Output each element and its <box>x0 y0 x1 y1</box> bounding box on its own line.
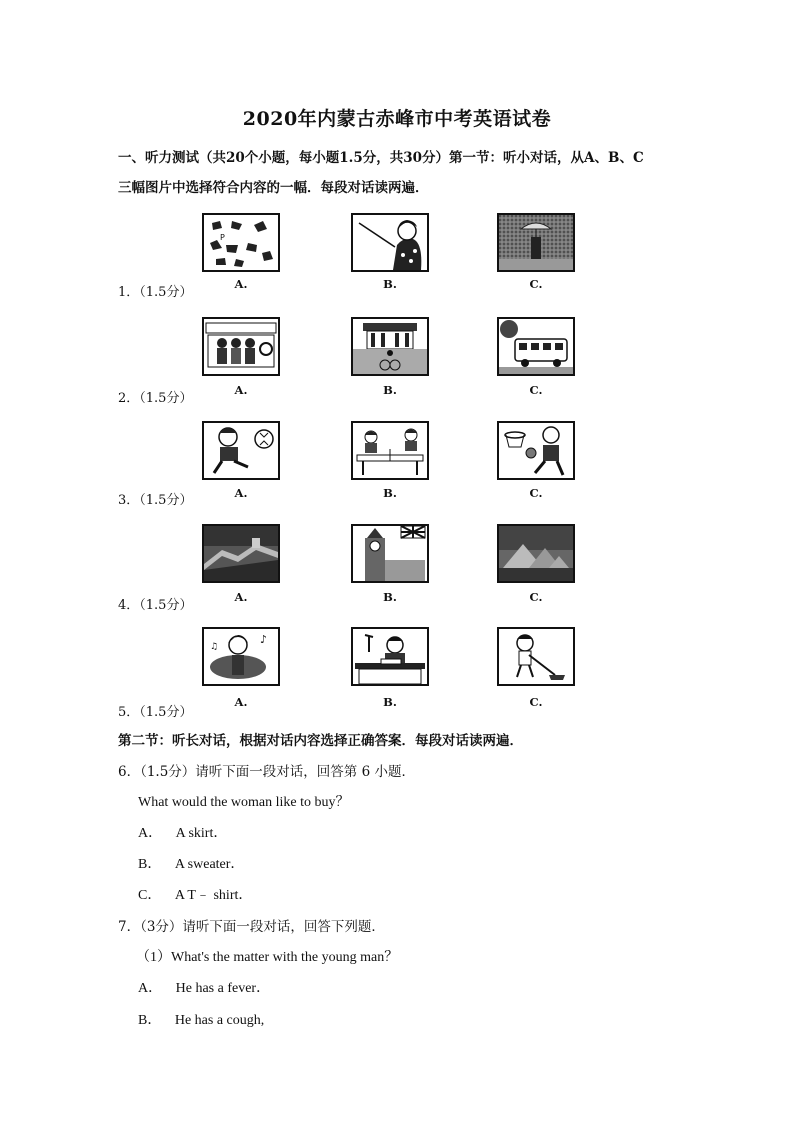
q6-option-b-letter: B． <box>138 857 162 872</box>
q3-option-c-picture[interactable] <box>497 421 575 480</box>
q7-option-b-text: He has a cough, <box>174 1013 265 1028</box>
q1-option-a-label: A. <box>234 277 248 291</box>
q1-option-a-picture[interactable] <box>202 213 280 272</box>
q2-number: 2．（1.5分） <box>118 391 193 406</box>
svg-text:♪: ♪ <box>260 633 268 646</box>
q1-option-c-label: C. <box>529 277 543 291</box>
q4-number: 4．（1.5分） <box>118 598 193 613</box>
page-title: 2020年内蒙古赤峰市中考英语试卷 <box>242 108 552 130</box>
q6-option-c-text: A T﹣ shirt． <box>174 888 253 903</box>
q6-option-c-letter: C． <box>138 888 162 903</box>
q6-stem: 6．（1.5分）请听下面一段对话，回答第 6 小题． <box>118 764 415 780</box>
q4-option-b-picture[interactable] <box>351 524 429 583</box>
q3-option-b-label: B. <box>383 486 397 500</box>
q5-option-a-picture[interactable] <box>202 627 280 686</box>
q3-option-a-picture[interactable] <box>202 421 280 480</box>
q1-number: 1．（1.5分） <box>118 285 193 300</box>
q2-option-b-label: B. <box>383 383 397 397</box>
q2-option-a-label: A. <box>234 383 248 397</box>
q1-option-c-picture[interactable] <box>497 213 575 272</box>
q3-option-a-label: A. <box>234 486 248 500</box>
q1-option-b-picture[interactable] <box>351 213 429 272</box>
q5-number: 5．（1.5分） <box>118 705 193 720</box>
q5-option-b-label: B. <box>383 695 397 709</box>
q7-stem: 7．（3分）请听下面一段对话，回答下列题． <box>118 919 385 935</box>
q5-option-a-label: A. <box>234 695 248 709</box>
q6-option-a[interactable] <box>138 822 227 842</box>
q7-option-a-letter: A． <box>138 981 163 996</box>
q2-option-b-picture[interactable] <box>351 317 429 376</box>
q6-option-b-text: A sweater． <box>174 857 245 872</box>
q6-option-b[interactable] <box>138 853 244 873</box>
q4-option-b-label: B. <box>383 590 397 604</box>
q2-option-c-label: C. <box>529 383 543 397</box>
q3-number: 3．（1.5分） <box>118 493 193 508</box>
q6-option-a-letter: A． <box>138 826 163 841</box>
q5-option-c-picture[interactable] <box>497 627 575 686</box>
q5-option-c-label: C. <box>529 695 543 709</box>
section2-heading: 第二节：听长对话，根据对话内容选择正确答案．每段对话读两遍． <box>118 733 523 749</box>
q4-option-c-label: C. <box>529 590 543 604</box>
q4-option-a-label: A. <box>234 590 248 604</box>
section1-heading-line2: 三幅图片中选择符合内容的一幅．每段对话读两遍． <box>118 180 429 196</box>
q6-option-a-text: A skirt． <box>175 826 228 841</box>
q7-option-b[interactable] <box>138 1009 264 1029</box>
q3-option-b-picture[interactable] <box>351 421 429 480</box>
q7-option-a-text: He has a fever． <box>175 981 271 996</box>
q7-option-b-letter: B． <box>138 1013 162 1028</box>
q6-question: What would the woman like to buy？ <box>138 795 350 810</box>
q4-option-a-picture[interactable] <box>202 524 280 583</box>
q2-option-a-picture[interactable] <box>202 317 280 376</box>
q1-option-b-label: B. <box>383 277 397 291</box>
q7-sub1-question: （1）What's the matter with the young man？ <box>136 950 399 965</box>
q6-option-c[interactable] <box>138 884 252 904</box>
section1-heading-line1: 一、听力测试（共20个小题，每小题1.5分，共30分）第一节：听小对话，从A、B、C <box>118 150 644 166</box>
q3-option-c-label: C. <box>529 486 543 500</box>
q4-option-c-picture[interactable] <box>497 524 575 583</box>
svg-text:P: P <box>220 233 225 242</box>
q5-option-b-picture[interactable] <box>351 627 429 686</box>
svg-text:♫: ♫ <box>210 642 219 652</box>
q7-option-a[interactable] <box>138 977 270 997</box>
q2-option-c-picture[interactable] <box>497 317 575 376</box>
